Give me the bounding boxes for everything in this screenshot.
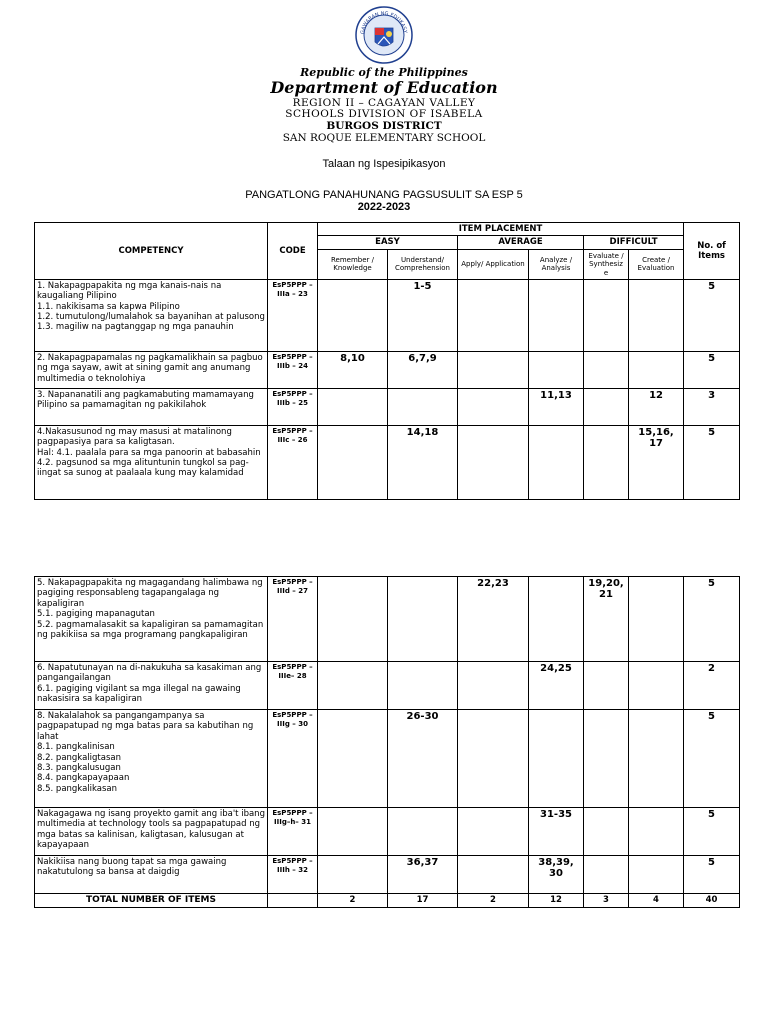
document-title: Talaan ng Ispesipikasyon [322, 158, 446, 170]
table-row [35, 856, 740, 894]
total-label: TOTAL NUMBER OF ITEMS [35, 894, 268, 908]
code-cell: EsP5PPP – IIIb – 25 [268, 388, 318, 425]
analyze-cell: 38,39, 30 [529, 856, 584, 894]
school-year: 2022-2023 [357, 201, 411, 213]
evaluate-cell [584, 279, 629, 351]
item-placement-header: ITEM PLACEMENT [318, 223, 684, 236]
analyze-cell [529, 710, 584, 808]
apply-cell [458, 351, 529, 388]
competency-cell: 5. Nakapagpapakita ng magagandang halimbawa ng pagiging responsableng tagapangalaga ng kapaligiran 5.1. pagiging mapanagutan 5.2. pagmamalasakit sa kapaligiran sa pamamagitan ng pakikiisa sa mga programang pangkapaligiran [35, 577, 268, 662]
items-cell: 5 [684, 856, 740, 894]
table-row [35, 425, 740, 499]
create-cell [629, 351, 684, 388]
total-evaluate: 3 [584, 894, 629, 908]
evaluate-cell [584, 856, 629, 894]
code-cell: EsP5PPP – IIIb – 24 [268, 351, 318, 388]
easy-header: EASY [318, 236, 458, 249]
competency-header: COMPETENCY [35, 223, 268, 280]
total-remember: 2 [318, 894, 388, 908]
table-row [35, 388, 740, 425]
items-cell: 5 [684, 425, 740, 499]
totals-row [35, 894, 740, 908]
items-cell: 5 [684, 808, 740, 856]
total-items: 40 [684, 894, 740, 908]
apply-cell [458, 279, 529, 351]
remember-cell [318, 279, 388, 351]
competency-cell: 4.Nakasusunod ng may masusi at matalinong pagpapasiya para sa kaligtasan. Hal: 4.1. paalala para sa mga panoorin at babasahin 4.2. pagsunod sa mga alituntunin tungkol sa pag-iingat sa sunog at paalaala kung may kalamidad [35, 425, 268, 499]
table-row [35, 808, 740, 856]
evaluate-cell [584, 808, 629, 856]
apply-cell [458, 388, 529, 425]
table-row [35, 351, 740, 388]
create-cell [629, 662, 684, 710]
code-cell: EsP5PPP – IIIg–h– 31 [268, 808, 318, 856]
republic-line: Republic of the Philippines [300, 66, 468, 79]
analyze-cell: 24,25 [529, 662, 584, 710]
understand-cell [388, 577, 458, 662]
division-line: SCHOOLS DIVISION OF ISABELA [285, 108, 483, 120]
items-cell: 5 [684, 351, 740, 388]
code-cell: EsP5PPP – IIIe– 28 [268, 662, 318, 710]
competency-cell: 8. Nakalalahok sa pangangampanya sa pagpapatupad ng mga batas para sa kabutihan ng lahat 8.1. pangkalinisan 8.2. pangkaligtasan 8.3. pangkalusugan 8.4. pangkapayapaan 8.5. pangkalikasan [35, 710, 268, 808]
remember-cell [318, 425, 388, 499]
deped-seal-icon [355, 6, 413, 64]
create-cell [629, 577, 684, 662]
evaluate-cell [584, 710, 629, 808]
total-create: 4 [629, 894, 684, 908]
understand-cell: 26-30 [388, 710, 458, 808]
no-of-items-header: No. of Items [684, 223, 740, 280]
evaluate-cell [584, 425, 629, 499]
tos-table-part1 [34, 222, 740, 500]
apply-cell [458, 856, 529, 894]
table-row [35, 279, 740, 351]
tos-table-part2 [34, 576, 740, 908]
svg-text:KAGAWARAN NG EDUKASYON: GAWARAN NG EDUKASY [359, 10, 408, 35]
school-name: SAN ROQUE ELEMENTARY SCHOOL [282, 132, 486, 144]
code-cell: EsP5PPP – IIIa – 23 [268, 279, 318, 351]
create-cell [629, 279, 684, 351]
evaluate-cell [584, 351, 629, 388]
items-cell: 3 [684, 388, 740, 425]
competency-cell: 2. Nakapagpapamalas ng pagkamalikhain sa pagbuo ng mga sayaw, awit at sining gamit ang anumang multimedia o teknolohiya [35, 351, 268, 388]
competency-cell: 1. Nakapagpapakita ng mga kanais-nais na kaugaliang Pilipino 1.1. nakikisama sa kapwa Pilipino 1.2. tumutulong/lumalahok sa bayanihan at palusong 1.3. magiliw na pagtanggap ng mga panauhin [35, 279, 268, 351]
table-row [35, 710, 740, 808]
code-header: CODE [268, 223, 318, 280]
apply-cell: 22,23 [458, 577, 529, 662]
level-create: Create / Evaluation [629, 249, 684, 279]
apply-cell [458, 710, 529, 808]
understand-cell [388, 662, 458, 710]
analyze-cell [529, 425, 584, 499]
create-cell [629, 710, 684, 808]
remember-cell [318, 662, 388, 710]
create-cell: 15,16, 17 [629, 425, 684, 499]
code-cell: EsP5PPP – IIIc – 26 [268, 425, 318, 499]
remember-cell [318, 710, 388, 808]
level-understand: Understand/ Comprehension [388, 249, 458, 279]
understand-cell [388, 808, 458, 856]
create-cell: 12 [629, 388, 684, 425]
code-cell: EsP5PPP – IIId – 27 [268, 577, 318, 662]
apply-cell [458, 808, 529, 856]
level-apply: Apply/ Application [458, 249, 529, 279]
create-cell [629, 808, 684, 856]
understand-cell: 6,7,9 [388, 351, 458, 388]
remember-cell [318, 856, 388, 894]
total-understand: 17 [388, 894, 458, 908]
remember-cell: 8,10 [318, 351, 388, 388]
items-cell: 5 [684, 710, 740, 808]
apply-cell [458, 425, 529, 499]
analyze-cell: 31-35 [529, 808, 584, 856]
region-line: REGION II – CAGAYAN VALLEY [292, 97, 476, 109]
level-evaluate: Evaluate / Synthesiz e [584, 249, 629, 279]
department-name: Department of Education [270, 78, 498, 97]
code-cell: EsP5PPP – IIIg – 30 [268, 710, 318, 808]
district-line: BURGOS DISTRICT [326, 120, 442, 132]
difficult-header: DIFFICULT [584, 236, 684, 249]
remember-cell [318, 808, 388, 856]
analyze-cell [529, 279, 584, 351]
remember-cell [318, 577, 388, 662]
evaluate-cell [584, 662, 629, 710]
understand-cell: 36,37 [388, 856, 458, 894]
level-remember: Remember / Knowledge [318, 249, 388, 279]
total-code-cell [268, 894, 318, 908]
remember-cell [318, 388, 388, 425]
items-cell: 5 [684, 279, 740, 351]
table-row [35, 662, 740, 710]
competency-cell: Nakikiisa nang buong tapat sa mga gawaing nakatutulong sa bansa at daigdig [35, 856, 268, 894]
competency-cell: 6. Napatutunayan na di-nakukuha sa kasakiman ang pangangailangan 6.1. pagiging vigilant sa mga illegal na gawaing nakasisira sa kapaligiran [35, 662, 268, 710]
analyze-cell [529, 351, 584, 388]
understand-cell: 14,18 [388, 425, 458, 499]
evaluate-cell [584, 388, 629, 425]
competency-cell: 3. Napananatili ang pagkamabuting mamamayang Pilipino sa pamamagitan ng pakikilahok [35, 388, 268, 425]
table-row [35, 577, 740, 662]
analyze-cell [529, 577, 584, 662]
evaluate-cell: 19,20, 21 [584, 577, 629, 662]
exam-title: PANGATLONG PANAHUNANG PAGSUSULIT SA ESP 5 [245, 189, 523, 201]
competency-cell: Nakagagawa ng isang proyekto gamit ang iba't ibang multimedia at technology tools sa pagpapatupad ng mga batas sa kalinisan, kaligtasan, kalusugan at kapayapaan [35, 808, 268, 856]
analyze-cell: 11,13 [529, 388, 584, 425]
code-cell: EsP5PPP – IIIh – 32 [268, 856, 318, 894]
total-analyze: 12 [529, 894, 584, 908]
understand-cell [388, 388, 458, 425]
average-header: AVERAGE [458, 236, 584, 249]
total-apply: 2 [458, 894, 529, 908]
items-cell: 2 [684, 662, 740, 710]
understand-cell: 1-5 [388, 279, 458, 351]
create-cell [629, 856, 684, 894]
level-analyze: Analyze / Analysis [529, 249, 584, 279]
apply-cell [458, 662, 529, 710]
items-cell: 5 [684, 577, 740, 662]
